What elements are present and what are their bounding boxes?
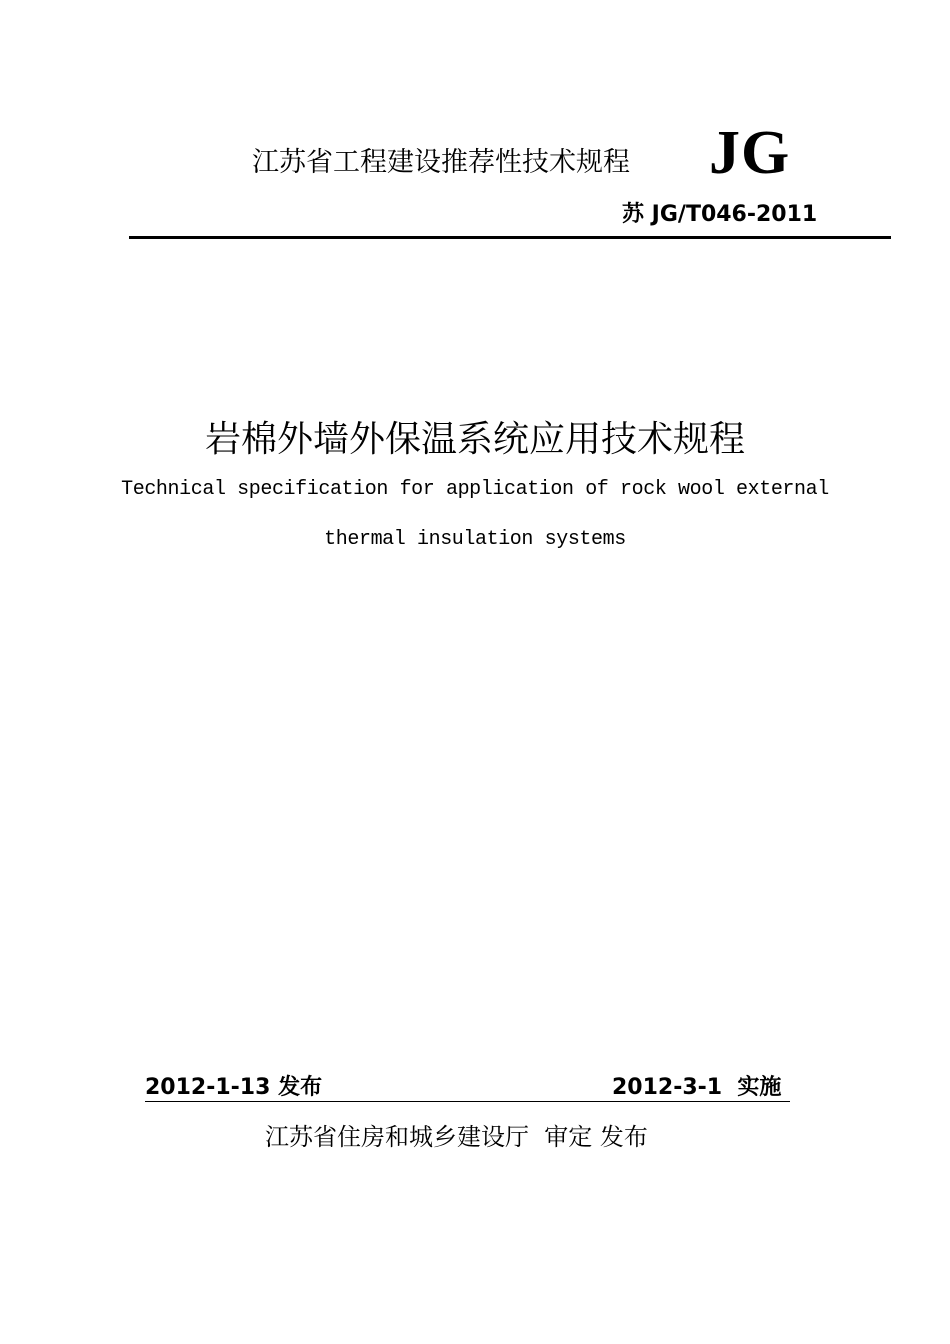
dates-underline (145, 1101, 790, 1102)
header-divider (129, 236, 891, 239)
publisher: 江苏省住房和城乡建设厅 审定 发布 (265, 1123, 648, 1151)
implementation-date: 2012-3-1 实施 (612, 1075, 782, 1100)
title-chinese: 岩棉外墙外保温系统应用技术规程 (204, 419, 745, 460)
title-english-line2: thermal insulation systems (324, 528, 626, 551)
jg-logo: JG (709, 119, 791, 187)
standard-code: 苏 JG/T046-2011 (622, 202, 818, 227)
title-english-line1: Technical specification for application of rock wool external (121, 478, 829, 501)
standard-category: 江苏省工程建设推荐性技术规程 (252, 147, 630, 178)
issue-date: 2012-1-13 发布 (145, 1075, 323, 1100)
